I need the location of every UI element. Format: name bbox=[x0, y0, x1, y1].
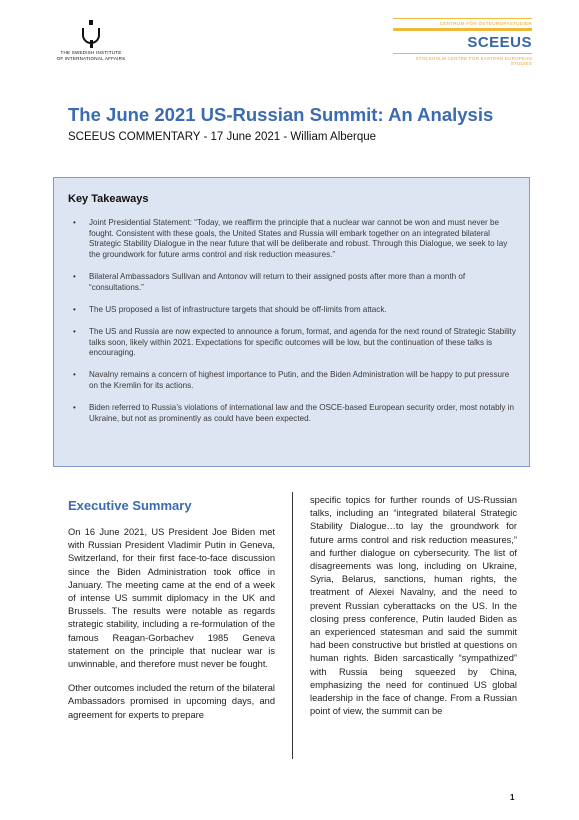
sii-logo-icon bbox=[78, 20, 104, 48]
list-item-text: Biden referred to Russia’s violations of international law and the OSCE-based European security order, most notably in Ukraine, but not as prominently as could have been expected. bbox=[89, 403, 515, 423]
page-number: 1 bbox=[510, 793, 515, 802]
key-takeaways-heading: Key Takeaways bbox=[68, 193, 149, 205]
list-item-text: The US and Russia are now expected to announce a forum, format, and agenda for the next round of Strategic Stability talks soon, likely within 2021. Expectations for specific outcomes will be low, but the continuation of these talks is encouraging. bbox=[89, 326, 516, 358]
list-item bbox=[68, 218, 518, 260]
paragraph: Other outcomes included the return of the bilateral Ambassadors promised in upcoming days, and agreement for experts to prepare bbox=[68, 683, 275, 720]
sii-logo-text-line1: THE SWEDISH INSTITUTE bbox=[60, 50, 122, 55]
sceeus-wordmark: SCEEUS bbox=[467, 34, 532, 51]
list-item-text: Navalny remains a concern of highest importance to Putin, and the Biden Administration will be happy to put pressure on the Kremlin for its actions. bbox=[89, 370, 510, 390]
sceeus-bottom-text: STOCKHOLM CENTRE FOR EASTERN EUROPEAN STUDIES bbox=[393, 53, 532, 66]
list-item bbox=[68, 272, 518, 293]
executive-summary-heading: Executive Summary bbox=[68, 498, 192, 513]
bullet-icon: • bbox=[73, 218, 76, 227]
list-item bbox=[68, 305, 518, 316]
sceeus-bar bbox=[393, 28, 532, 31]
document-title: The June 2021 US-Russian Summit: An Analysis bbox=[68, 104, 494, 125]
bullet-icon: • bbox=[73, 326, 76, 336]
bullet-icon: • bbox=[73, 271, 76, 281]
sii-logo-text-line2: OF INTERNATIONAL AFFAIRS bbox=[56, 55, 126, 61]
executive-summary-right-column bbox=[310, 494, 517, 729]
sceeus-logo bbox=[393, 18, 532, 66]
bullet-icon: • bbox=[73, 304, 76, 314]
list-item-text: The US proposed a list of infrastructure targets that should be off-limits from attack. bbox=[89, 304, 387, 314]
key-takeaways-list bbox=[68, 218, 518, 436]
list-item bbox=[68, 403, 518, 424]
sii-logo bbox=[50, 20, 132, 61]
list-item-text: Bilateral Ambassadors Sullivan and Antonov will return to their assigned posts after more than a month of “consultations.” bbox=[89, 271, 466, 292]
executive-summary-left-column bbox=[68, 526, 275, 733]
bullet-icon: • bbox=[73, 403, 76, 413]
paragraph: specific topics for further rounds of US-Russian talks, including an “integrated bilateral Strategic Stability Dialogue…to lay the groundwork for future arms control and risk reduction measures,” and further dialogue on cybersecurity. The list of disagreements was long, including on Ukraine, Syria, Belarus, sanctions, human rights, the treatment of Alexei Navalny, and the need to prevent Russian cyberattacks on the US. In the closing press conference, Putin lauded Biden as an experienced statesman and said the summit had been constructive but bristled at questions on human rights. Biden sarcastically “sympathized” with Russia being squeezed by China, emphasizing the need for continued US global leadership in the face of change. From a Russian point of view, the summit can be bbox=[310, 495, 517, 717]
document-subtitle: SCEEUS COMMENTARY - 17 June 2021 - William Alberque bbox=[68, 131, 377, 143]
sceeus-top-rule bbox=[393, 18, 532, 19]
column-divider bbox=[292, 492, 293, 759]
list-item bbox=[68, 327, 518, 359]
sceeus-top-text: CENTRUM FÖR ÖSTEUROPASTUDIER bbox=[439, 21, 532, 26]
paragraph: On 16 June 2021, US President Joe Biden met with Russian President Vladimir Putin in Geneva, Switzerland, for their first face-to-face discussion since the Biden Administration took office in January. The meeting came at the end of a week of intense US summit diplomacy in the UK and Brussels. The results were notable as regards strategic stability, including a re-formulation of the famous Reagan-Gorbachev 1985 Geneva statement on the principle that nuclear war is unwinnable, and therefore must never be fought. bbox=[68, 527, 275, 670]
list-item bbox=[68, 370, 518, 391]
bullet-icon: • bbox=[73, 370, 76, 380]
list-item-text: Joint Presidential Statement: “Today, we reaffirm the principle that a nuclear war cannot be won and must never be fought. Consistent with these goals, the United States and Russia will embark together on an integrated bilateral Strategic Stability Dialogue in the near future that will be deliberate and robust. Through this Dialogue, we seek to lay the groundwork for future arms control and risk reduction measures.” bbox=[89, 218, 508, 259]
